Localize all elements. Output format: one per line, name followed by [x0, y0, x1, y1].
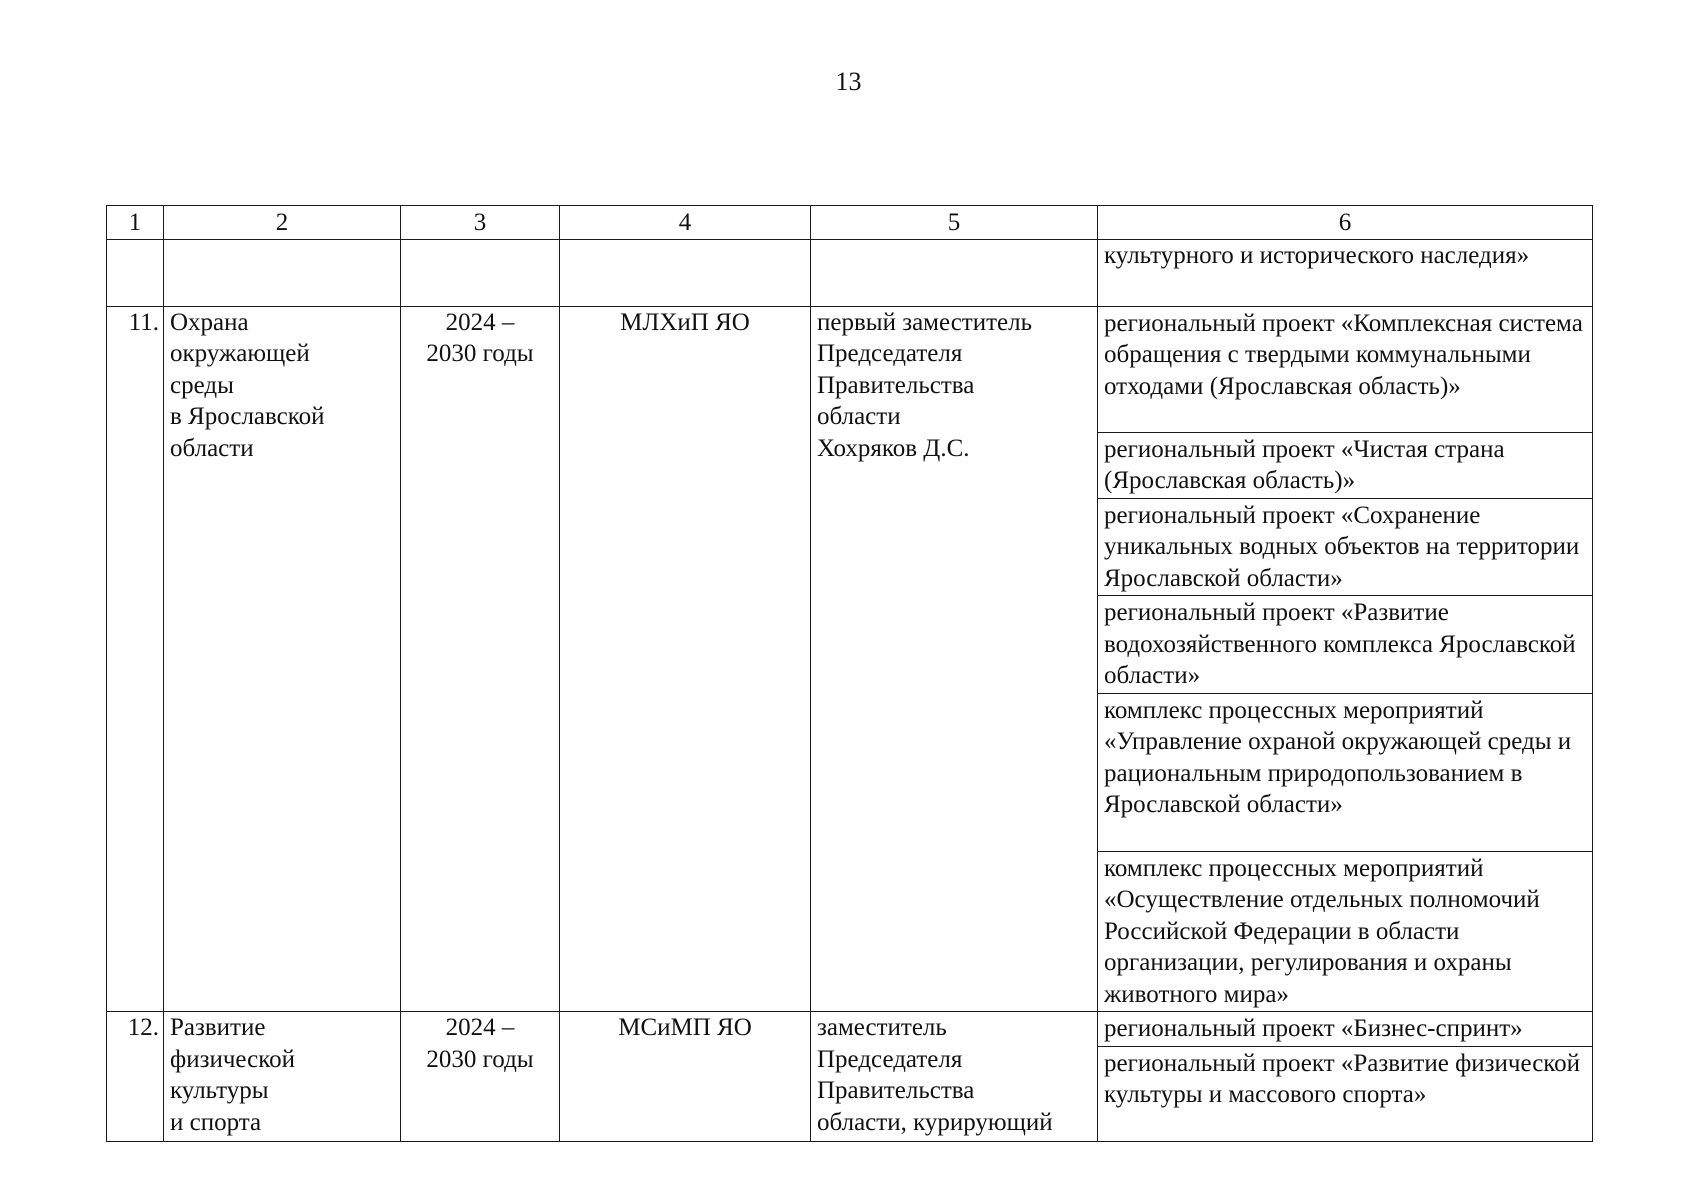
continuation-text: культурного и исторического наследия»: [1098, 239, 1593, 306]
programs-table: [106, 205, 1593, 1142]
program-executor: МСиМП ЯО: [560, 1012, 811, 1142]
project-item: региональный проект «Развитие водохозяйственного комплекса Ярославской области»: [1098, 596, 1593, 694]
empty-cell: [560, 239, 811, 306]
project-item: региональный проект «Чистая страна (Ярославская область)»: [1098, 432, 1593, 498]
program-period: 2024 – 2030 годы: [401, 306, 560, 1012]
header-cell-5: 5: [811, 206, 1098, 240]
empty-cell: [164, 239, 401, 306]
project-item: комплекс процессных мероприятий «Осуществление отдельных полномочий Российской Федерации в области организации, регулирования и охраны животного мира»: [1098, 851, 1593, 1012]
row-number: 12.: [107, 1012, 164, 1142]
program-period: 2024 – 2030 годы: [401, 1012, 560, 1142]
project-item: региональный проект «Комплексная система обращения с твердыми коммунальными отходами (Ярославская область)»: [1098, 306, 1593, 432]
program-curator: первый заместитель Председателя Правительства области Хохряков Д.С.: [811, 306, 1098, 1012]
header-cell-2: 2: [164, 206, 401, 240]
empty-cell: [811, 239, 1098, 306]
program-name: Охрана окружающей среды в Ярославской области: [164, 306, 401, 1012]
table-header-row: [107, 206, 1593, 240]
header-cell-1: 1: [107, 206, 164, 240]
page-number: 13: [835, 67, 862, 96]
continuation-row: [107, 239, 1593, 306]
table-row-11: [107, 306, 1593, 432]
row-number: 11.: [107, 306, 164, 1012]
table-row-12: [107, 1012, 1593, 1047]
program-curator: заместитель Председателя Правительства области, курирующий: [811, 1012, 1098, 1142]
header-cell-6: 6: [1098, 206, 1593, 240]
program-name: Развитие физической культуры и спорта: [164, 1012, 401, 1142]
header-cell-3: 3: [401, 206, 560, 240]
empty-cell: [107, 239, 164, 306]
empty-cell: [401, 239, 560, 306]
project-item: региональный проект «Бизнес-спринт»: [1098, 1012, 1593, 1047]
project-item: региональный проект «Развитие физической культуры и массового спорта»: [1098, 1046, 1593, 1141]
project-item: региональный проект «Сохранение уникальных водных объектов на территории Ярославской области»: [1098, 498, 1593, 596]
project-item: комплекс процессных мероприятий «Управление охраной окружающей среды и рациональным природопользованием в Ярославской области»: [1098, 693, 1593, 851]
header-cell-4: 4: [560, 206, 811, 240]
program-executor: МЛХиП ЯО: [560, 306, 811, 1012]
